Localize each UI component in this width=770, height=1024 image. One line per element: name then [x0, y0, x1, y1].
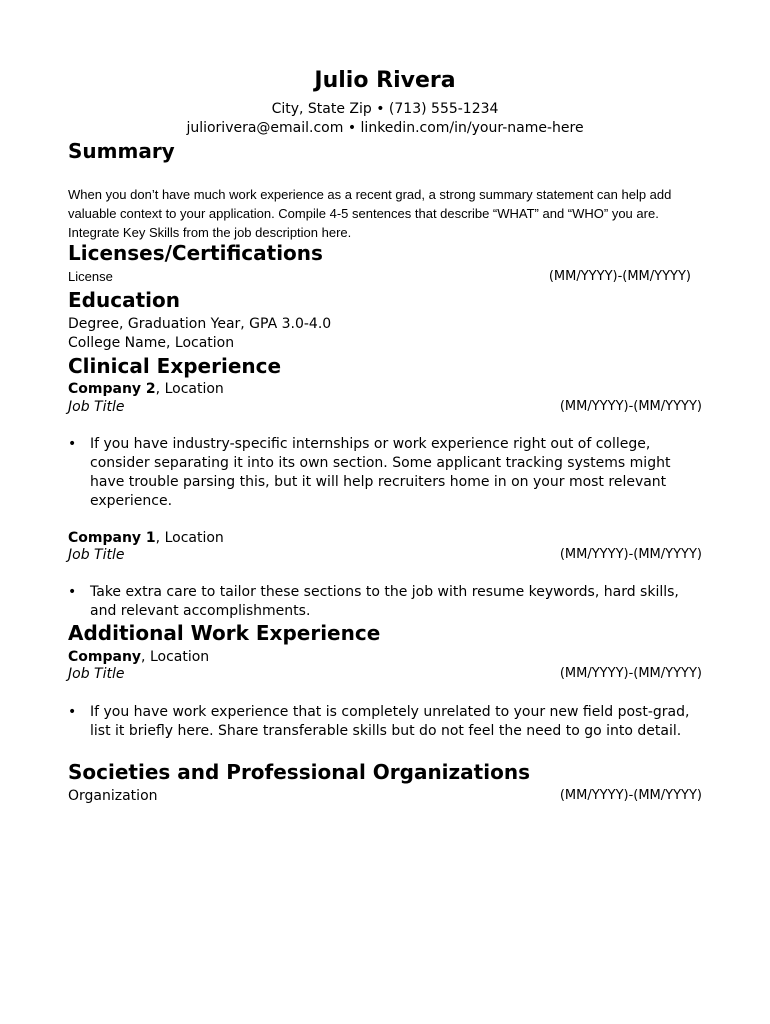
job-bullet-text: Take extra care to tailor these sections to the job with resume keywords, hard skills, and relevant accomplishments.: [90, 584, 679, 619]
job-title: Job Title: [68, 666, 125, 682]
license-dates: (MM/YYYY)-(MM/YYYY): [548, 269, 691, 284]
job-company-line: [68, 381, 224, 397]
job-dates: (MM/YYYY)-(MM/YYYY): [559, 399, 702, 414]
company-name: Company: [68, 649, 142, 665]
job-bullet-text: If you have work experience that is completely unrelated to your new field post-grad, list it briefly here. Share transferable skills but do not feel the need to go into detail.: [90, 704, 690, 739]
summary-text: When you don’t have much work experience as a recent grad, a strong summary statement can help add valuable context to your application. Compile 4-5 sentences that describe “WHAT” and “WHO” you are. Integrate Key Skills from the job description here.: [68, 187, 672, 240]
education-degree: Degree, Graduation Year, GPA 3.0-4.0: [68, 316, 332, 332]
company-location: , Location: [155, 381, 224, 397]
job-company-line: [68, 649, 209, 665]
contact-email-linkedin: juliorivera@email.com • linkedin.com/in/your-name-here: [186, 120, 584, 136]
contact-address-phone: City, State Zip • (713) 555-1234: [271, 101, 499, 117]
bullet-marker: •: [68, 584, 77, 600]
organization-item: Organization: [68, 788, 158, 804]
job-title: Job Title: [68, 399, 125, 415]
bullet-marker: •: [68, 436, 77, 452]
education-college: College Name, Location: [68, 335, 235, 351]
bullet-marker: •: [68, 704, 77, 720]
company-location: , Location: [141, 649, 210, 665]
organization-dates: (MM/YYYY)-(MM/YYYY): [559, 788, 702, 803]
job-bullet-text: If you have industry-specific internships or work experience right out of college, consider separating it into its own section. Some applicant tracking systems might have trouble parsing this, but it will help recruiters home in on your most relevant experience.: [90, 436, 671, 509]
societies-heading: Societies and Professional Organizations: [68, 760, 530, 784]
company-name: Company 2: [68, 381, 156, 397]
company-name: Company 1: [68, 530, 156, 546]
clinical-heading: Clinical Experience: [68, 354, 282, 378]
candidate-name: Julio Rivera: [314, 68, 456, 93]
license-item: License: [68, 269, 113, 284]
company-location: , Location: [155, 530, 224, 546]
licenses-heading: Licenses/Certifications: [68, 241, 323, 265]
job-dates: (MM/YYYY)-(MM/YYYY): [559, 666, 702, 681]
job-title: Job Title: [68, 547, 125, 563]
job-company-line: [68, 530, 224, 546]
summary-heading: Summary: [68, 139, 175, 163]
additional-heading: Additional Work Experience: [68, 621, 381, 645]
job-dates: (MM/YYYY)-(MM/YYYY): [559, 547, 702, 562]
education-heading: Education: [68, 288, 180, 312]
